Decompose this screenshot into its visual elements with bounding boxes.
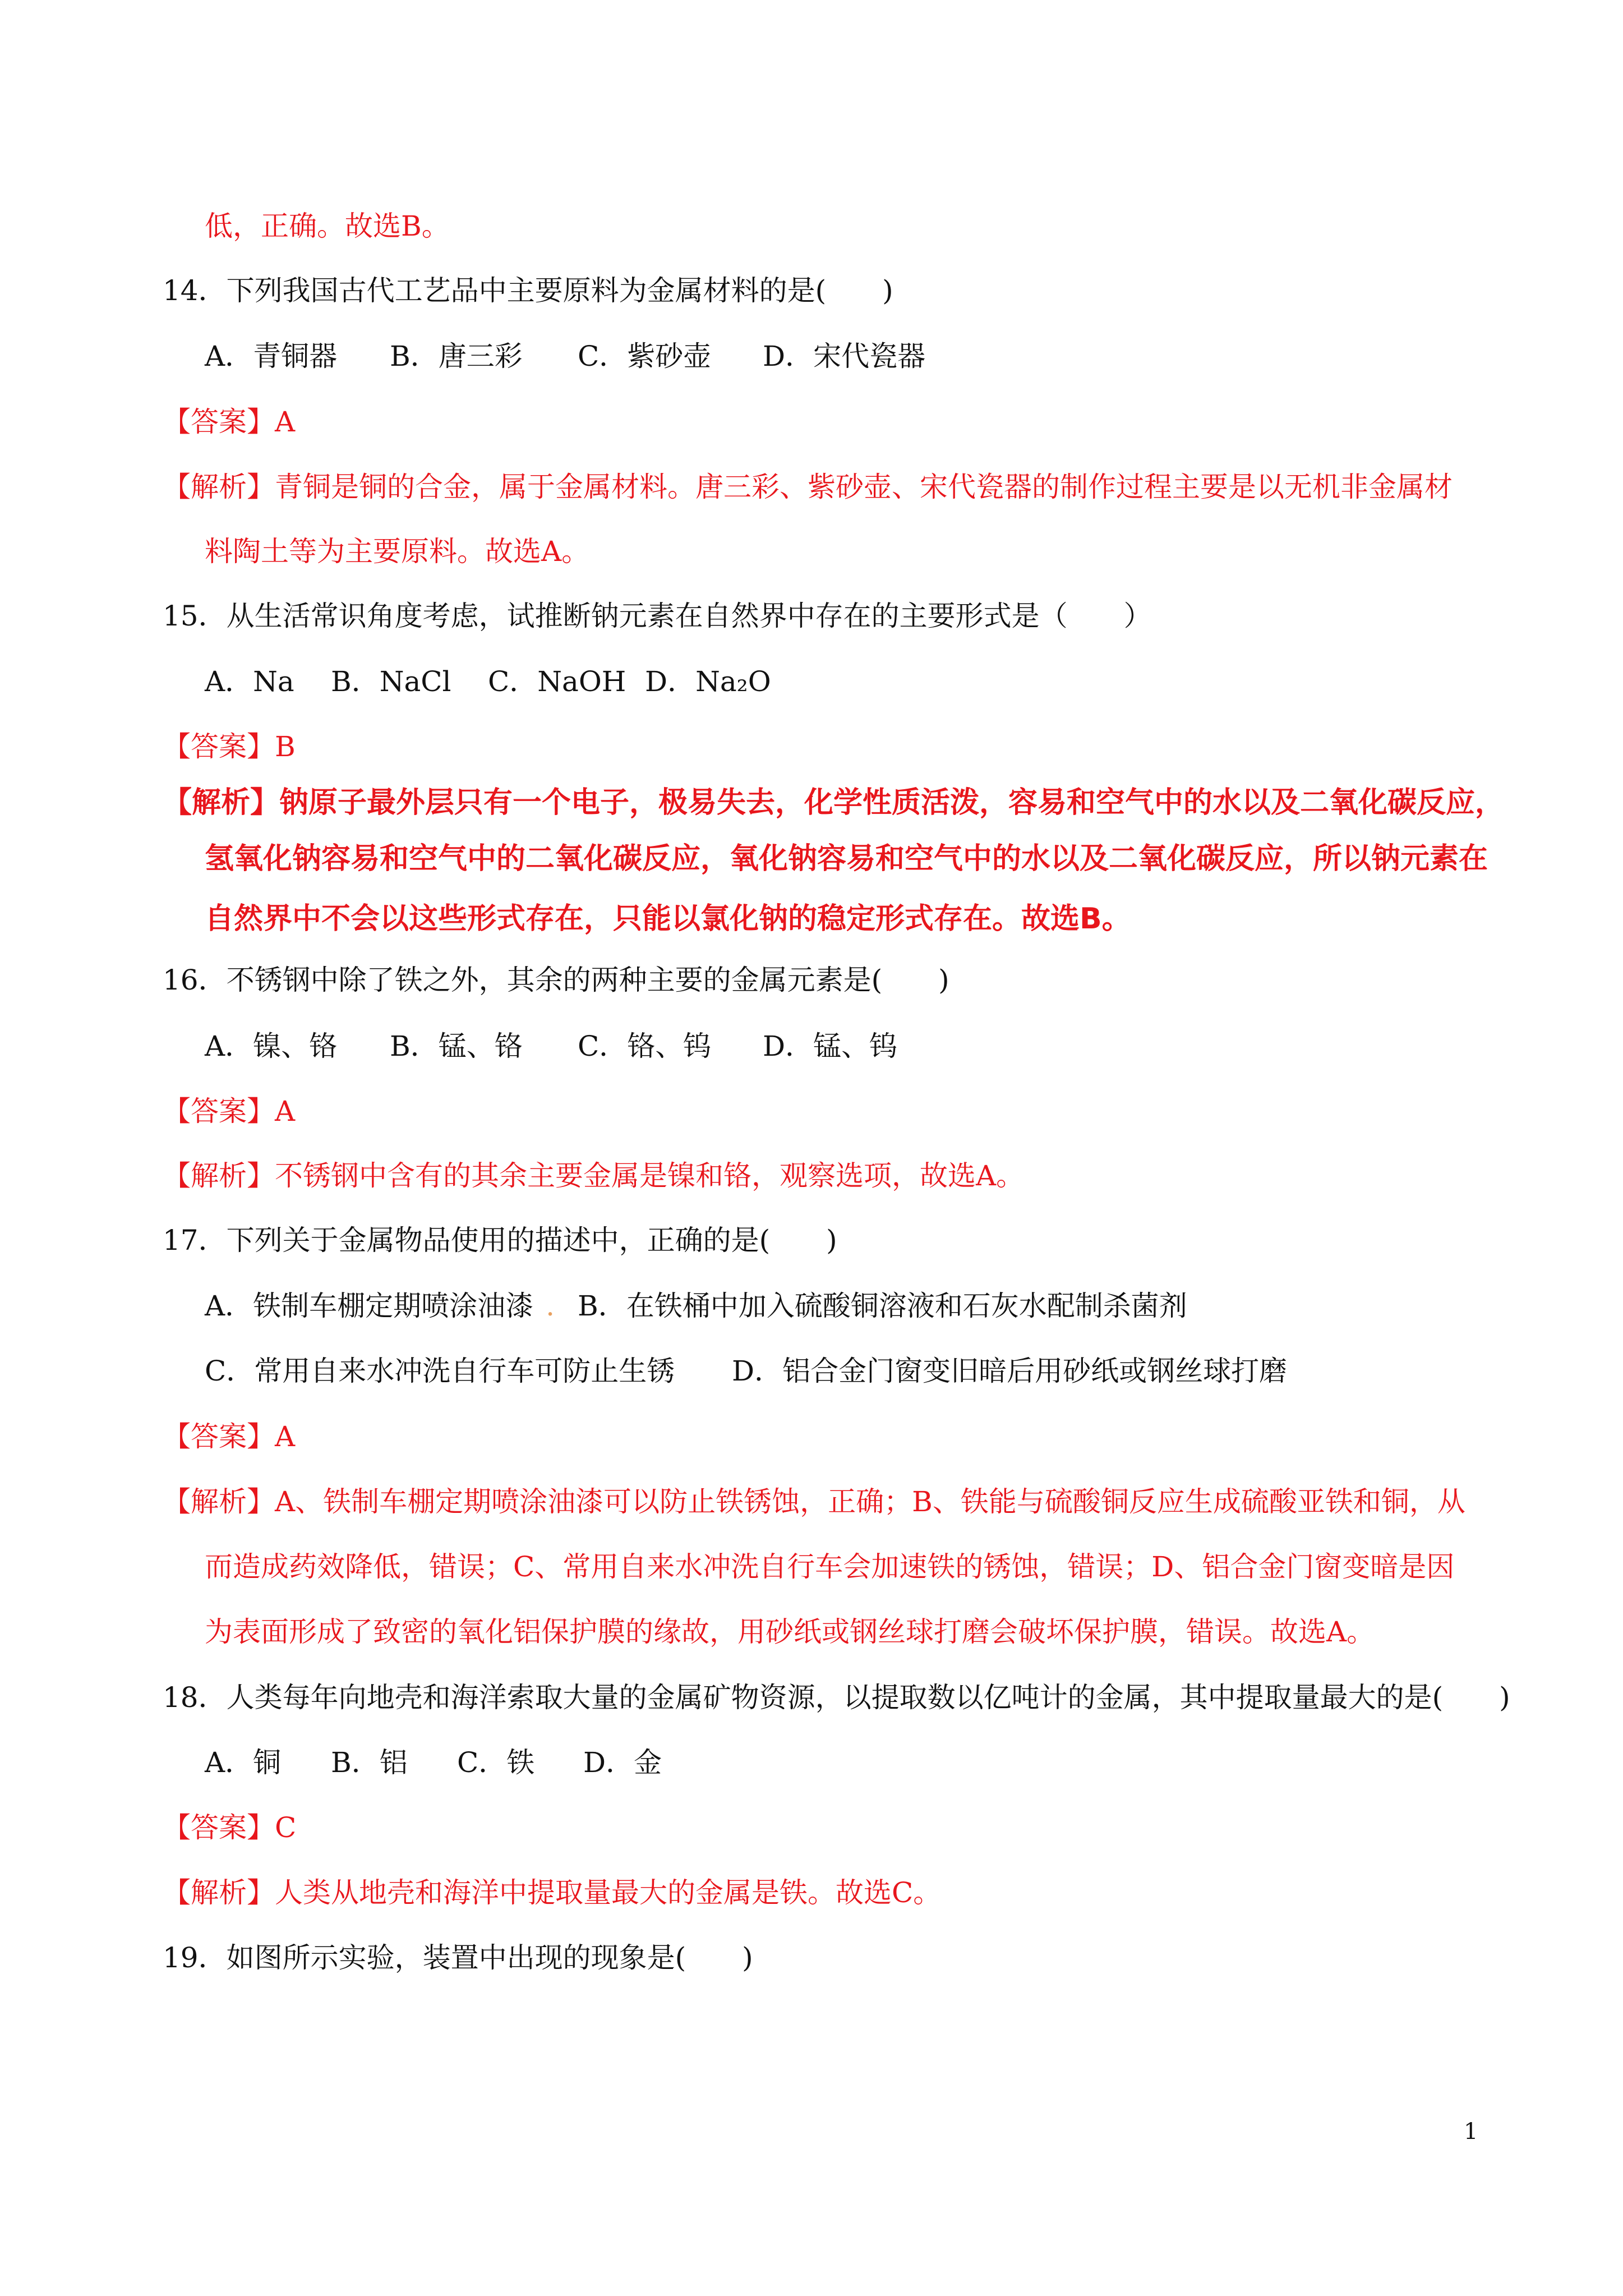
question-16-stem: 16．不锈钢中除了铁之外，其余的两种主要的金属元素是( ) <box>163 964 949 996</box>
question-16-option-b: B．锰、铬 <box>390 1030 523 1062</box>
question-18-option-c: C．铁 <box>457 1746 535 1779</box>
stray-dot: . <box>546 1290 555 1322</box>
question-15-option-d: D．Na₂O <box>645 665 771 698</box>
answer-label: 【答案】 <box>163 1811 275 1844</box>
option-a-text: A．铁制车棚定期喷涂油漆 <box>205 1290 534 1322</box>
question-17-option-d: D．铝合金门窗变旧暗后用砂纸或钢丝球打磨 <box>732 1355 1288 1387</box>
question-14-analysis-line-1 <box>163 473 1453 501</box>
question-14-option-b: B．唐三彩 <box>390 340 523 372</box>
question-15-analysis-line-1 <box>163 786 1505 820</box>
question-16-option-a: A．镍、铬 <box>205 1030 338 1062</box>
answer-value: A <box>275 406 296 438</box>
analysis-text: 钠原子最外层只有一个电子，极易失去，化学性质活泼，容易和空气中的水以及二氧化碳反应， <box>279 786 1505 820</box>
question-18-option-b: B．铝 <box>331 1746 408 1779</box>
question-17-option-c: C．常用自来水冲洗自行车可防止生锈 <box>205 1355 675 1387</box>
analysis-text: 青铜是铜的合金，属于金属材料。唐三彩、紫砂壶、宋代瓷器的制作过程主要是以无机非金属材 <box>275 471 1453 503</box>
analysis-text: 人类从地壳和海洋中提取量最大的金属是铁。故选C。 <box>275 1876 942 1909</box>
question-16-answer <box>163 1095 296 1128</box>
analysis-text: 不锈钢中含有的其余主要金属是镍和铬，观察选项，故选A。 <box>275 1159 1025 1192</box>
answer-value: B <box>275 730 296 763</box>
question-17-answer <box>163 1420 296 1453</box>
analysis-label: 【解析】 <box>163 786 280 820</box>
analysis-label: 【解析】 <box>163 1159 275 1192</box>
question-15-stem: 15．从生活常识角度考虑，试推断钠元素在自然界中存在的主要形式是（ ） <box>163 600 1152 632</box>
question-17-stem: 17．下列关于金属物品使用的描述中，正确的是( ) <box>163 1224 837 1257</box>
answer-value: A <box>275 1420 296 1453</box>
question-17-analysis-line-1 <box>163 1485 1465 1518</box>
answer-value: A <box>275 1095 296 1128</box>
question-14-stem: 14．下列我国古代工艺品中主要原料为金属材料的是( ) <box>163 274 893 307</box>
question-17-option-b: B．在铁桶中加入硫酸铜溶液和石灰水配制杀菌剂 <box>578 1290 1187 1322</box>
question-18-stem: 18．人类每年向地壳和海洋索取大量的金属矿物资源，以提取数以亿吨计的金属，其中提取量最大的是( ) <box>163 1681 1510 1714</box>
question-17-analysis-line-2: 而造成药效降低，错误；C、常用自来水冲洗自行车会加速铁的锈蚀，错误；D、铝合金门窗变暗是因 <box>205 1550 1455 1583</box>
question-16-analysis-line-1 <box>163 1159 1025 1192</box>
analysis-label: 【解析】 <box>163 471 275 503</box>
question-16-option-c: C．铬、钨 <box>578 1030 712 1062</box>
answer-label: 【答案】 <box>163 406 275 438</box>
continuation-text: 低，正确。故选B。 <box>205 210 450 242</box>
question-14-option-d: D．宋代瓷器 <box>763 340 926 372</box>
analysis-text: A、铁制车棚定期喷涂油漆可以防止铁锈蚀，正确；B、铁能与硫酸铜反应生成硫酸亚铁和铜，从 <box>275 1485 1465 1518</box>
question-15-answer <box>163 730 296 763</box>
question-19-stem: 19．如图所示实验，装置中出现的现象是( ) <box>163 1941 753 1974</box>
analysis-label: 【解析】 <box>163 1876 275 1909</box>
question-15-option-b: B．NaCl <box>331 665 451 698</box>
question-15-option-c: C．NaOH <box>488 665 626 698</box>
question-18-answer <box>163 1811 297 1844</box>
question-16-option-d: D．锰、钨 <box>763 1030 898 1062</box>
question-18-option-a: A．铜 <box>205 1746 282 1779</box>
question-14-option-a: A．青铜器 <box>205 340 338 372</box>
question-15-analysis-line-2: 氢氧化钠容易和空气中的二氧化碳反应，氧化钠容易和空气中的水以及二氧化碳反应，所以钠元素在 <box>205 842 1488 876</box>
question-15-option-a: A．Na <box>205 665 294 698</box>
answer-label: 【答案】 <box>163 1095 275 1128</box>
analysis-label: 【解析】 <box>163 1485 275 1518</box>
question-14-option-c: C．紫砂壶 <box>578 340 712 372</box>
question-14-answer <box>163 408 295 436</box>
question-14-analysis-line-2: 料陶土等为主要原料。故选A。 <box>205 535 590 568</box>
question-15-analysis-line-3: 自然界中不会以这些形式存在，只能以氯化钠的稳定形式存在。故选B。 <box>205 902 1131 936</box>
page-number: 1 <box>1464 2119 1478 2145</box>
question-18-analysis-line-1 <box>163 1876 942 1909</box>
answer-label: 【答案】 <box>163 730 275 763</box>
answer-label: 【答案】 <box>163 1420 275 1453</box>
question-17-option-a <box>205 1292 555 1320</box>
answer-value: C <box>275 1811 297 1844</box>
question-17-analysis-line-3: 为表面形成了致密的氧化铝保护膜的缘故，用砂纸或钢丝球打磨会破坏保护膜，错误。故选A。 <box>205 1616 1375 1648</box>
question-18-option-d: D．金 <box>583 1746 662 1779</box>
